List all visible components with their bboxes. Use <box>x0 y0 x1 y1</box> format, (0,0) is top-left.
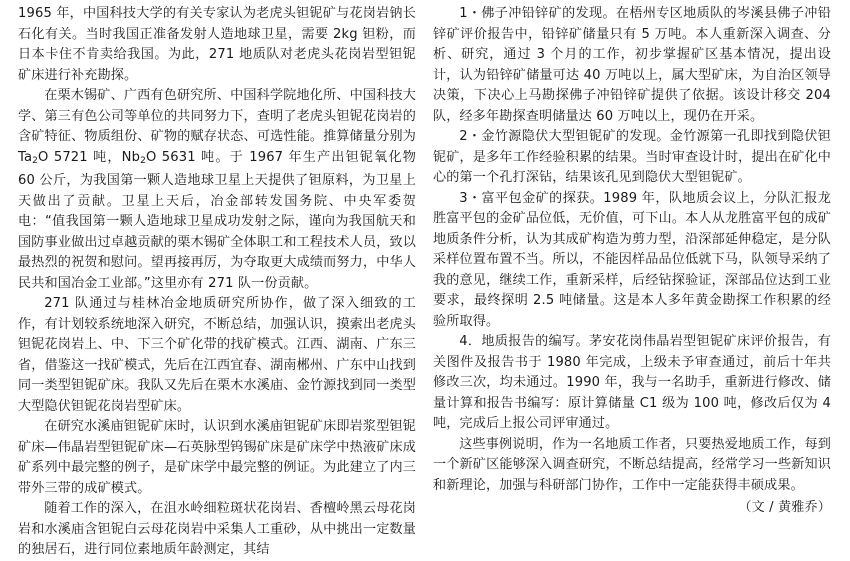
paragraph: 4．地质报告的编写。茅安花岗伟晶岩型钽铌矿床评价报告，有关图件及报告书于 1980 年完成，上级未予审查通过，前后十年共修改三次，均未通过。1990 年，我与一名助手，重新进行修改、储量计算和报告书编写：原计算储量 C1 级为 100 吨，修改后仅为 4 吨，完成后上报公司评审通过。 <box>433 334 831 431</box>
paragraph: 1965 年，中国科技大学的有关专家认为老虎头钽铌矿与花岗岩钠长石化有关。当时我国正准备发射人造地球卫星，需要 2kg 钽粉，而日本卡住不肯卖给我国。为此，271 地质队对老虎头花岗岩型钽铌矿床进行补充勘探。 <box>18 6 416 83</box>
paragraph: 2・金竹源隐伏大型钽铌矿的发现。金竹源第一孔即找到隐伏钽铌矿，是多年工作经验积累的结果。当时审查设计时，提出在矿化中心的第一个孔打深钻，结果该孔见到隐伏大型钽铌矿。 <box>433 129 831 185</box>
paragraph: 271 队通过与桂林冶金地质研究所协作，做了深入细致的工作，有计划较系统地深入研究，不断总结，加强认识，摸索出老虎头钽铌花岗岩上、中、下三个矿化带的找矿模式。江西、湖南、广东三省，借鉴这一找矿模式，先后在江西宜春、湖南郴州、广东中山找到同一类型钽铌矿床。我队又先后在栗木水溪庙、金竹源找到同一类型大型隐伏钽铌花岗岩型矿床。 <box>18 296 416 414</box>
paragraph-text: O 5721 吨，Nb <box>38 149 141 165</box>
paragraph-text: 在栗木锡矿、广西有色研究所、中国科学院地化所、中国科技大学、第三有色公司等单位的共同努力下，查明了老虎头钽铌花岗岩的含矿特征、物质组份、矿物的赋存状态、可选性能。推算储量分别为 Ta <box>18 88 416 165</box>
paragraph: 3・富平包金矿的探获。1989 年，队地质会议上，分队汇报龙胜富平包的金矿品位低，无价值，可下山。本人从龙胜富平包的成矿地质条件分析，认为其成矿构造为剪力型，沿深部延伸稳定，是分队采样位置布置不当。所以，不能因样品品位低就下马，队领导采纳了我的意见，继续工作，重新采样，后经钻探验证，深部品位达到工业要求，最终探明 2.5 吨储量。这是本人多年黄金勘探工作积累的经验所取得。 <box>433 190 831 329</box>
paragraph-text: O 5631 吨。于 1967 年生产出钽铌氧化物 60 公斤，为我国第一颗人造地球卫星上天提供了钽原料，为卫星上天做出了贡献。卫星上天后，冶金部转发国务院、中央军委贺电：“值我国第一颗人造地球卫星成功发射之际，谨向为我国航天和国防事业做出过卓越贡献的栗木锡矿全体职工和工程技术人员，致以最热烈的祝贺和慰问。望再接再厉，为夺取更大成绩而努力，中华人民共和国冶金工业部。”这里亦有 271 队一份贡献。 <box>18 149 416 291</box>
subscript: 2 <box>140 155 146 166</box>
paragraph: 1・佛子冲铅锌矿的发现。在梧州专区地质队的岑溪县佛子冲铅锌矿评价报告中，铅锌矿储量只有 5 万吨。本人重新深入调查、分析、研究，通过 3 个月的工作，初步掌握矿区基本情况，提出设计，认为铅锌矿储量可达 40 万吨以上，属大型矿床，为自治区领导决策，下决心上马勘探佛子冲铅锌矿提供了依据。该设计移交 204 队，经多年勘探查明储量达 60 万吨以上，现仍在开采。 <box>433 6 831 124</box>
left-column <box>18 4 416 561</box>
author-signature: （文 / 黄雅乔） <box>738 500 831 515</box>
subscript: 2 <box>32 155 39 166</box>
paragraph: 这些事例说明，作为一名地质工作者，只要热爱地质工作，每到一个新矿区能够深入调查研究，不断总结提高，经常学习一些新知识和新理论，加强与科研部门协作，工作中一定能获得丰硕成果。 <box>433 436 831 493</box>
paragraph <box>18 86 416 294</box>
right-column <box>433 4 831 519</box>
paragraph: 随着工作的深入，在沮水岭细粒斑状花岗岩、香檀岭黑云母花岗岩和水溪庙含钽铌白云母花岗岩中采集人工重砂，从中挑出一定数量的独居石，进行同位素地质年龄测定，其结 <box>18 501 416 557</box>
paragraph: 在研究水溪庙钽铌矿床时，认识到水溪庙钽铌矿床即岩浆型钽铌矿床—伟晶岩型钽铌矿床—石英脉型钨锡矿床是矿床学中热液矿床成矿系列中最完整的例子，是矿床学中最完整的例证。为此建立了内三带外三带的成矿模式。 <box>18 419 416 496</box>
